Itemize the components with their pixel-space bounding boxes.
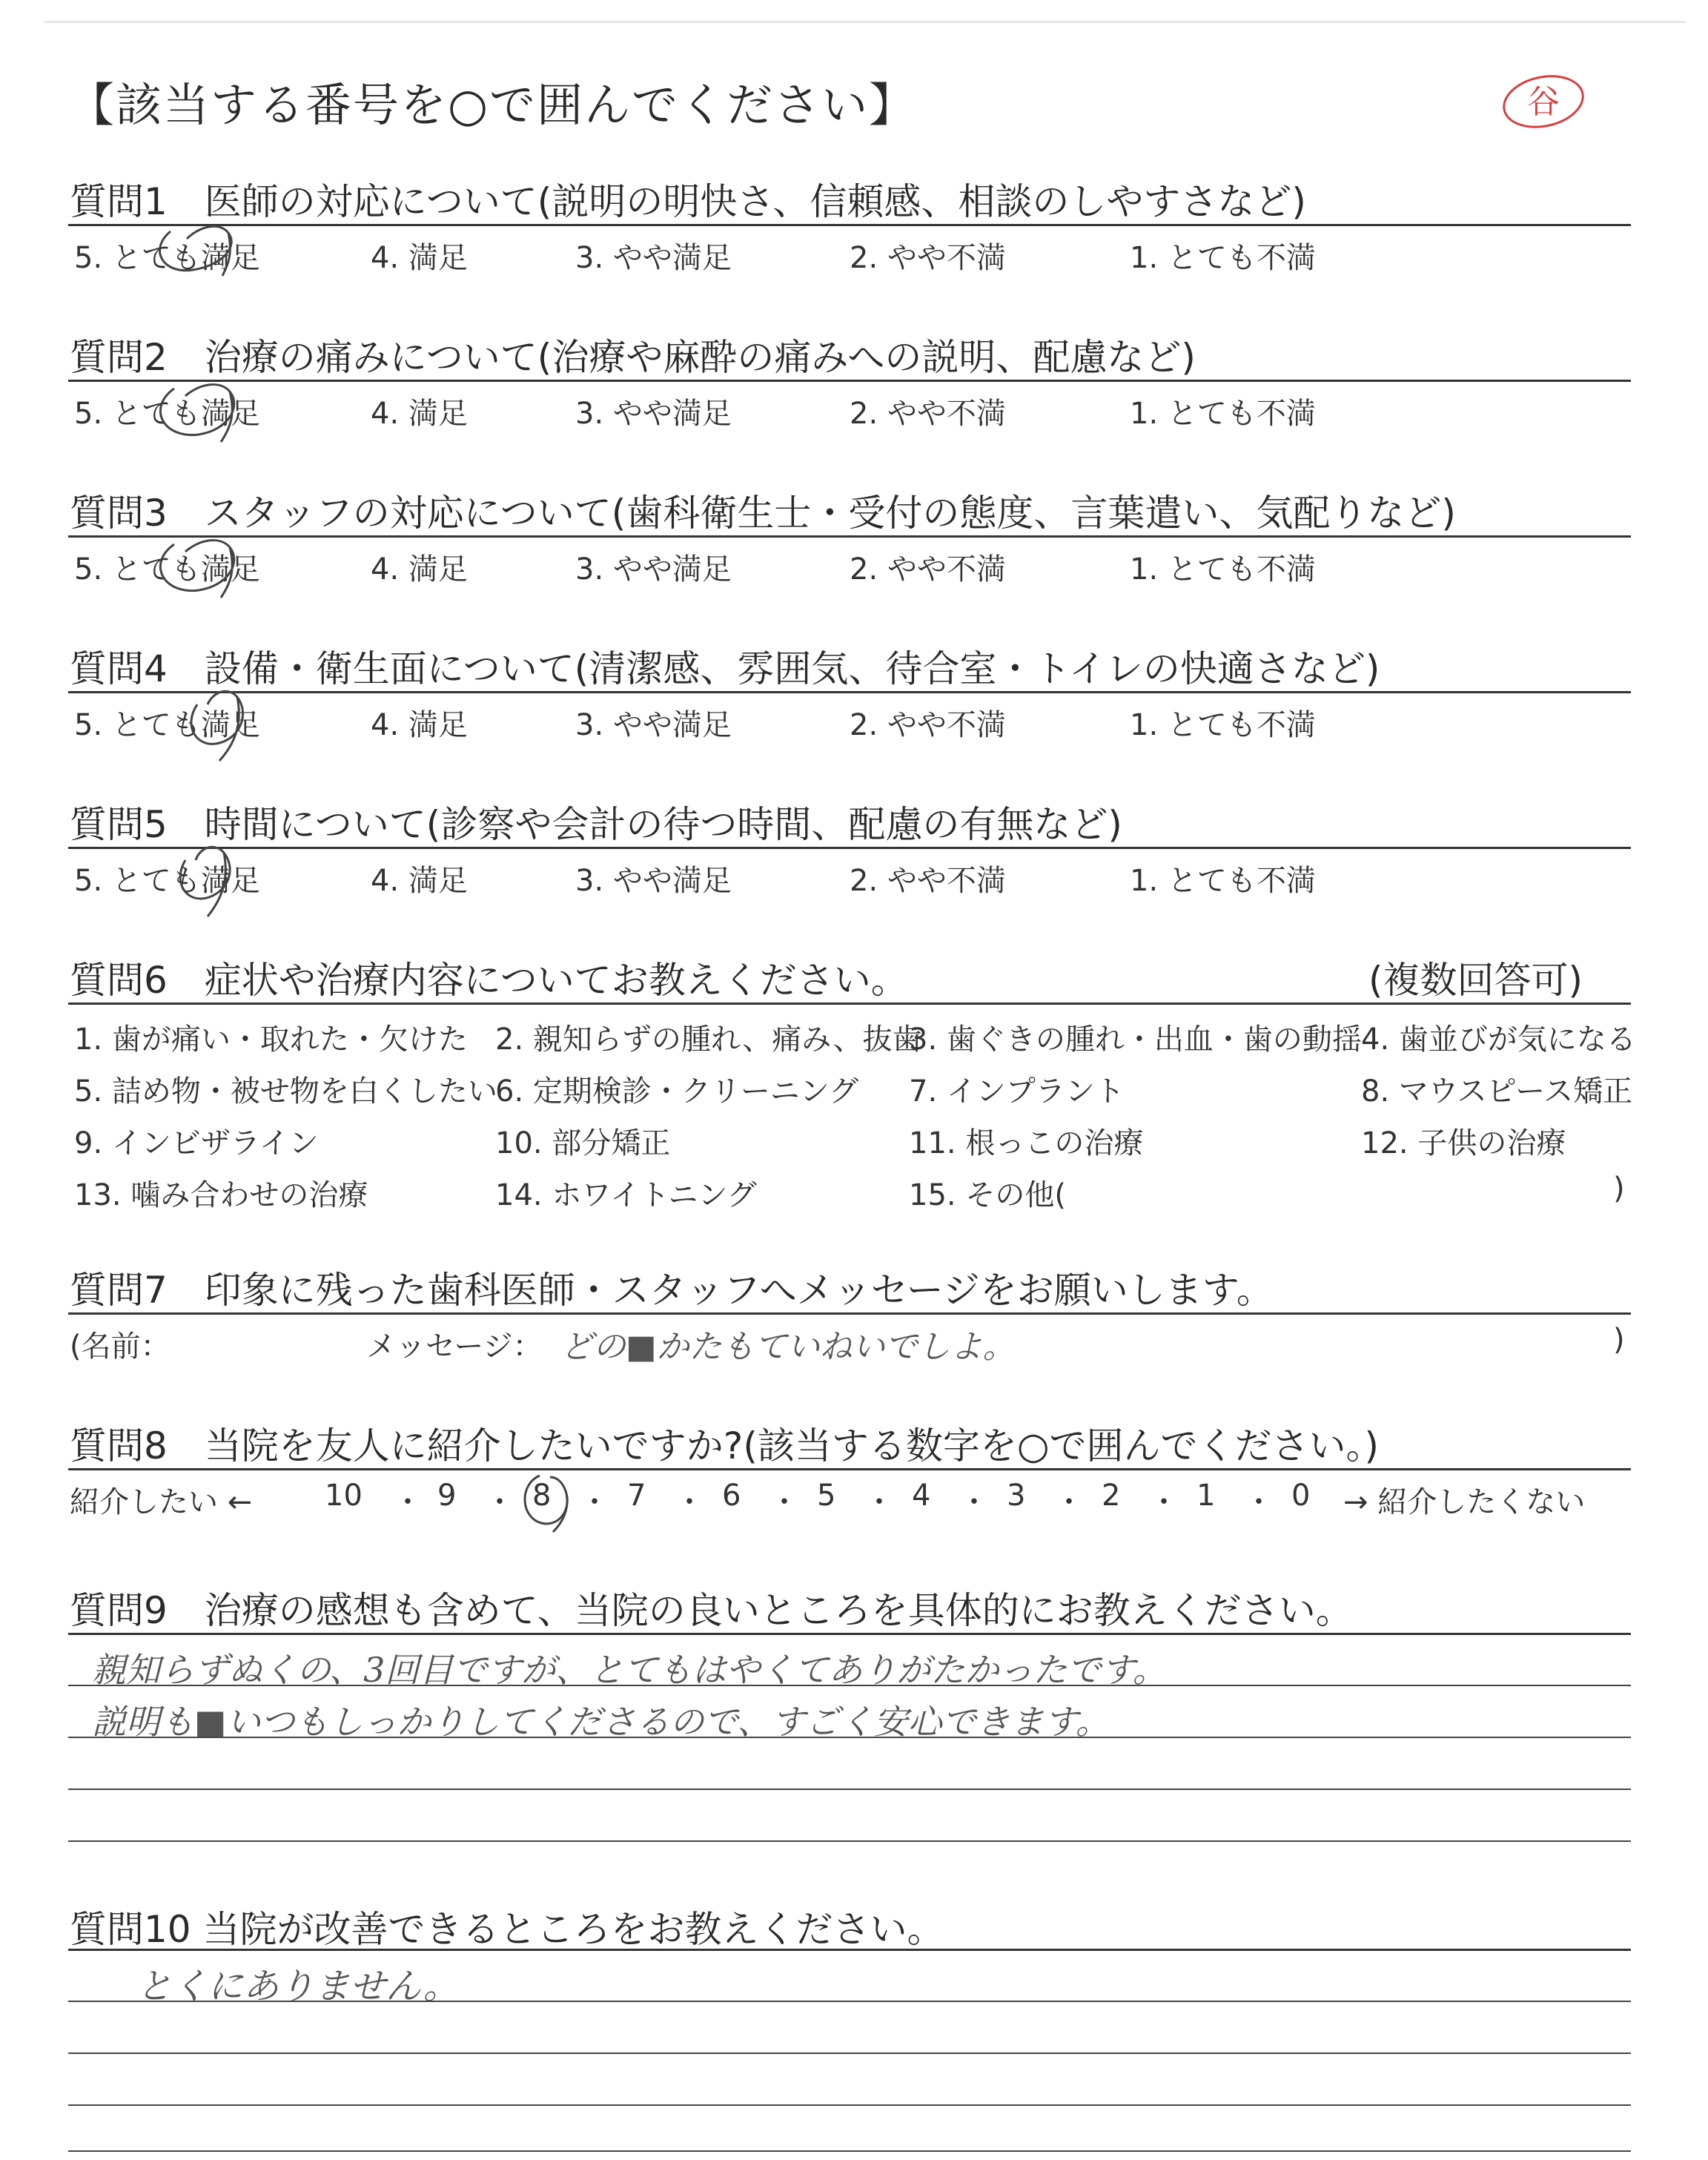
q10-answer-rule xyxy=(68,2001,1631,2002)
q6-option-11[interactable]: 11. 根っこの治療 xyxy=(909,1126,1144,1160)
q2-option-5[interactable]: 5. とても満足 xyxy=(74,397,260,431)
q6-option-15[interactable]: 15. その他( xyxy=(909,1178,1066,1212)
q3-option-1[interactable]: 1. とても不満 xyxy=(1130,552,1316,587)
stamp-text: 谷 xyxy=(1527,83,1560,121)
q6-option-12[interactable]: 12. 子供の治療 xyxy=(1361,1126,1566,1160)
q3-option-4[interactable]: 4. 満足 xyxy=(371,552,468,587)
question-9-rule xyxy=(68,1633,1631,1635)
q10-answer-rule xyxy=(68,2104,1631,2106)
q8-scale-4[interactable]: 4 xyxy=(912,1479,931,1513)
q8-sep: ・ xyxy=(864,1485,894,1519)
q6-option-4[interactable]: 4. 歯並びが気になる xyxy=(1361,1023,1636,1057)
q8-scale-6[interactable]: 6 xyxy=(722,1479,741,1513)
q10-answer-rule xyxy=(68,2052,1631,2054)
q4-option-3[interactable]: 3. やや満足 xyxy=(575,708,732,742)
q7-name-label: (名前： xyxy=(70,1330,171,1364)
q1-option-3[interactable]: 3. やや満足 xyxy=(575,241,732,275)
q6-option-7[interactable]: 7. インプラント xyxy=(909,1074,1125,1109)
q9-answer-line-2[interactable]: 説明も■いつもしっかりしてくださるので、すごく安心できます。 xyxy=(92,1702,1110,1742)
q3-option-2[interactable]: 2. やや不満 xyxy=(850,552,1006,587)
question-7-title: 質問7 印象に残った歯科医師・スタッフへメッセージをお願いします。 xyxy=(70,1269,1274,1312)
question-7-rule xyxy=(68,1312,1631,1315)
q6-option-2[interactable]: 2. 親知らずの腫れ、痛み、抜歯 xyxy=(495,1023,922,1057)
q8-sep: ・ xyxy=(1149,1485,1179,1519)
q7-close: ) xyxy=(1613,1323,1625,1357)
q8-right-label: → 紹介したくない xyxy=(1343,1485,1586,1519)
question-6-note: (複数回答可) xyxy=(1368,959,1583,1002)
q6-option-10[interactable]: 10. 部分矯正 xyxy=(495,1126,671,1160)
q6-option-8[interactable]: 8. マウスピース矯正 xyxy=(1361,1074,1633,1109)
q8-sep: ・ xyxy=(393,1485,423,1519)
question-2-title: 質問2 治療の痛みについて(治療や麻酔の痛みへの説明、配慮など) xyxy=(70,336,1196,379)
q8-selection-circle xyxy=(512,1468,578,1535)
q7-message-answer[interactable]: どの■かたもていねいでしよ。 xyxy=(560,1328,1016,1366)
q9-answer-rule xyxy=(68,1737,1631,1738)
question-3-title: 質問3 スタッフの対応について(歯科衛生士・受付の態度、言葉遣い、気配りなど) xyxy=(70,492,1456,535)
q8-sep: ・ xyxy=(1054,1485,1084,1519)
q1-option-1[interactable]: 1. とても不満 xyxy=(1130,241,1316,275)
q8-sep: ・ xyxy=(769,1485,799,1519)
q1-option-5[interactable]: 5. とても満足 xyxy=(74,241,260,275)
q6-option-3[interactable]: 3. 歯ぐきの腫れ・出血・歯の動揺 xyxy=(909,1023,1362,1057)
q8-sep: ・ xyxy=(959,1485,989,1519)
q6-option-6[interactable]: 6. 定期検診・クリーニング xyxy=(495,1074,859,1109)
top-border xyxy=(44,21,1686,23)
question-6-title: 質問6 症状や治療内容についてお教えください。 xyxy=(70,959,908,1002)
q8-scale-9[interactable]: 9 xyxy=(437,1479,457,1513)
q8-scale-7[interactable]: 7 xyxy=(627,1479,646,1513)
q6-option-5[interactable]: 5. 詰め物・被せ物を白くしたい xyxy=(74,1074,497,1109)
q8-scale-8[interactable]: 8 xyxy=(532,1479,552,1513)
q8-sep: ・ xyxy=(580,1485,609,1519)
question-3-rule xyxy=(68,535,1631,538)
question-4-title: 質問4 設備・衛生面について(清潔感、雰囲気、待合室・トイレの快適さなど) xyxy=(70,647,1380,690)
q10-answer[interactable]: とくにありません。 xyxy=(136,1966,459,2007)
q6-option-9[interactable]: 9. インビザライン xyxy=(74,1126,319,1160)
q9-answer-rule xyxy=(68,1685,1631,1686)
q7-message-label: メッセージ： xyxy=(366,1330,543,1364)
q1-option-4[interactable]: 4. 満足 xyxy=(371,241,468,275)
q4-option-1[interactable]: 1. とても不満 xyxy=(1130,708,1316,742)
q5-option-3[interactable]: 3. やや満足 xyxy=(575,864,732,898)
q10-answer-rule xyxy=(68,2150,1631,2152)
question-6-rule xyxy=(68,1003,1631,1005)
question-4-rule xyxy=(68,691,1631,693)
question-1-title: 質問1 医師の対応について(説明の明快さ、信頼感、相談のしやすさなど) xyxy=(70,180,1306,223)
q8-sep: ・ xyxy=(485,1485,514,1519)
q6-option-1[interactable]: 1. 歯が痛い・取れた・欠けた xyxy=(74,1023,468,1057)
question-9-title: 質問9 治療の感想も含めて、当院の良いところを具体的にお教えください。 xyxy=(70,1589,1353,1632)
q6-option-15-close: ) xyxy=(1613,1172,1625,1206)
approval-stamp xyxy=(1499,71,1588,132)
q2-option-3[interactable]: 3. やや満足 xyxy=(575,397,732,431)
question-8-rule xyxy=(68,1468,1631,1470)
question-5-title: 質問5 時間について(診察や会計の待つ時間、配慮の有無など) xyxy=(70,803,1122,846)
q3-selection-circle xyxy=(141,526,252,601)
q5-selection-circle xyxy=(163,830,252,919)
q1-option-2[interactable]: 2. やや不満 xyxy=(850,241,1006,275)
q6-option-13[interactable]: 13. 噛み合わせの治療 xyxy=(74,1178,368,1212)
q5-option-5[interactable]: 5. とても満足 xyxy=(74,864,260,898)
q8-scale-0[interactable]: 0 xyxy=(1291,1479,1311,1513)
q8-scale-3[interactable]: 3 xyxy=(1007,1479,1026,1513)
q6-option-14[interactable]: 14. ホワイトニング xyxy=(495,1178,757,1212)
q2-selection-circle xyxy=(141,371,252,445)
q3-option-3[interactable]: 3. やや満足 xyxy=(575,552,732,587)
q8-sep: ・ xyxy=(1244,1485,1274,1519)
q4-option-4[interactable]: 4. 満足 xyxy=(371,708,468,742)
q5-option-1[interactable]: 1. とても不満 xyxy=(1130,864,1316,898)
question-10-rule xyxy=(68,1949,1631,1951)
q4-option-2[interactable]: 2. やや不満 xyxy=(850,708,1006,742)
q5-option-4[interactable]: 4. 満足 xyxy=(371,864,468,898)
q2-option-2[interactable]: 2. やや不満 xyxy=(850,397,1006,431)
q2-option-4[interactable]: 4. 満足 xyxy=(371,397,468,431)
q8-scale-1[interactable]: 1 xyxy=(1196,1479,1216,1513)
question-1-rule xyxy=(68,224,1631,226)
question-10-title: 質問10 当院が改善できるところをお教えください。 xyxy=(70,1908,944,1951)
q8-scale-5[interactable]: 5 xyxy=(817,1479,836,1513)
q8-left-label: 紹介したい ← xyxy=(70,1485,253,1519)
q3-option-5[interactable]: 5. とても満足 xyxy=(74,552,260,587)
q8-sep: ・ xyxy=(675,1485,704,1519)
question-2-rule xyxy=(68,380,1631,382)
q8-scale-2[interactable]: 2 xyxy=(1102,1479,1121,1513)
q1-selection-circle xyxy=(141,217,252,283)
q4-selection-circle xyxy=(175,675,264,764)
q4-option-5[interactable]: 5. とても満足 xyxy=(74,708,260,742)
question-5-rule xyxy=(68,847,1631,849)
q2-option-1[interactable]: 1. とても不満 xyxy=(1130,397,1316,431)
q9-answer-rule xyxy=(68,1789,1631,1790)
q9-answer-rule xyxy=(68,1840,1631,1842)
question-8-title: 質問8 当院を友人に紹介したいですか?(該当する数字を○で囲んでください。) xyxy=(70,1424,1379,1467)
q9-answer-line-1[interactable]: 親知らずぬくの、3回目ですが、とてもはやくてありがたかったです。 xyxy=(92,1650,1167,1690)
page-title: 【該当する番号を○で囲んでください】 xyxy=(68,78,917,132)
q5-option-2[interactable]: 2. やや不満 xyxy=(850,864,1006,898)
q8-scale-10[interactable]: 10 xyxy=(325,1479,363,1513)
